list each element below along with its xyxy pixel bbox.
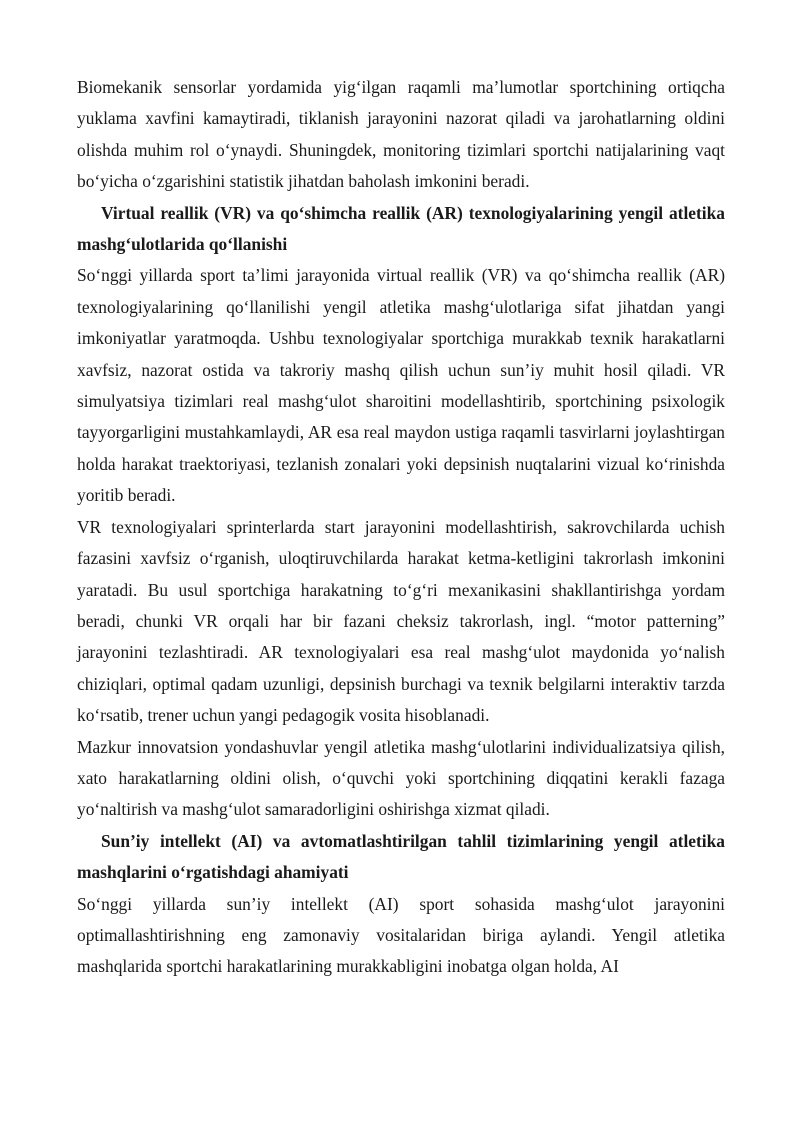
paragraph-vr-technologies: VR texnologiyalari sprinterlarda start jarayonini modellashtirish, sakrovchilarda uchish fazasini xavfsiz o‘rganish, uloqtiruvchilarda harakat ketma-ketligini takrorlash imkonini yaratadi. Bu usul sportchiga harakatning to‘g‘ri mexanikasini shakllantirishga yordam beradi, chunki VR orqali har bir fazani cheksiz takrorlash, ingl. “motor patterning” jarayonini tezlashtiradi. AR texnologiyalari esa real mashg‘ulot maydonida yo‘nalish chiziqlari, optimal qadam uzunligi, depsinish burchagi va texnik belgilarni interaktiv tarzda ko‘rsatib, trener uchun yangi pedagogik vosita hisoblanadi. (77, 516, 725, 726)
paragraph-vr-ar-intro: So‘nggi yillarda sport ta’limi jarayonida virtual reallik (VR) va qo‘shimcha reallik (AR) texnologiyalarining qo‘llanilishi yengil atletika mashg‘ulotlariga sifat jihatdan yangi imkoniyatlar yaratmoqda. Ushbu texnologiyalar sportchiga murakkab texnik harakatlarni xavfsiz, nazorat ostida va takroriy mashq qilish uchun sun’iy muhit hosil qiladi. VR simulyatsiya tizimlari real mashg‘ulot sharoitini modellashtirib, sportchining psixologik tayyorgarligini mustahkamlaydi, AR esa real maydon ustiga raqamli tasvirlarni joylashtirgan holda harakat traektoriyasi, tezlanish zonalari yoki depsinish nuqtalarini vizual ko‘rinishda yoritib beradi. (77, 265, 725, 506)
document-page (77, 72, 725, 983)
paragraph-ai-intro: So‘nggi yillarda sun’iy intellekt (AI) sport sohasida mashg‘ulot jarayonini optimallashtirishning eng zamonaviy vositalaridan biriga aylandi. Yengil atletika mashqlarida sportchi harakatlarining murakkabligini inobatga olgan holda, AI (77, 893, 725, 977)
paragraph-biomechanical-sensors: Biomekanik sensorlar yordamida yig‘ilgan raqamli ma’lumotlar sportchining ortiqcha yuklama xavfini kamaytiradi, tiklanish jarayonini nazorat qiladi va jarohatlarning oldini olishda muhim rol o‘ynaydi. Shuningdek, monitoring tizimlari sportchi natijalarining vaqt bo‘yicha o‘zgarishini statistik jihatdan baholash imkonini beradi. (77, 77, 725, 192)
section-heading-vr-ar: Virtual reallik (VR) va qo‘shimcha reallik (AR) texnologiyalarining yengil atletika mashg‘ulotlarida qo‘llanishi (77, 202, 725, 255)
section-heading-ai: Sun’iy intellekt (AI) va avtomatlashtirilgan tahlil tizimlarining yengil atletika mashqlarini o‘rgatishdagi ahamiyati (77, 830, 725, 883)
paragraph-innovative-approaches: Mazkur innovatsion yondashuvlar yengil atletika mashg‘ulotlarini individualizatsiya qilish, xato harakatlarning oldini olish, o‘quvchi yoki sportchining diqqatini kerakli fazaga yo‘naltirish va mashg‘ulot samaradorligini oshirishga xizmat qiladi. (77, 736, 725, 820)
